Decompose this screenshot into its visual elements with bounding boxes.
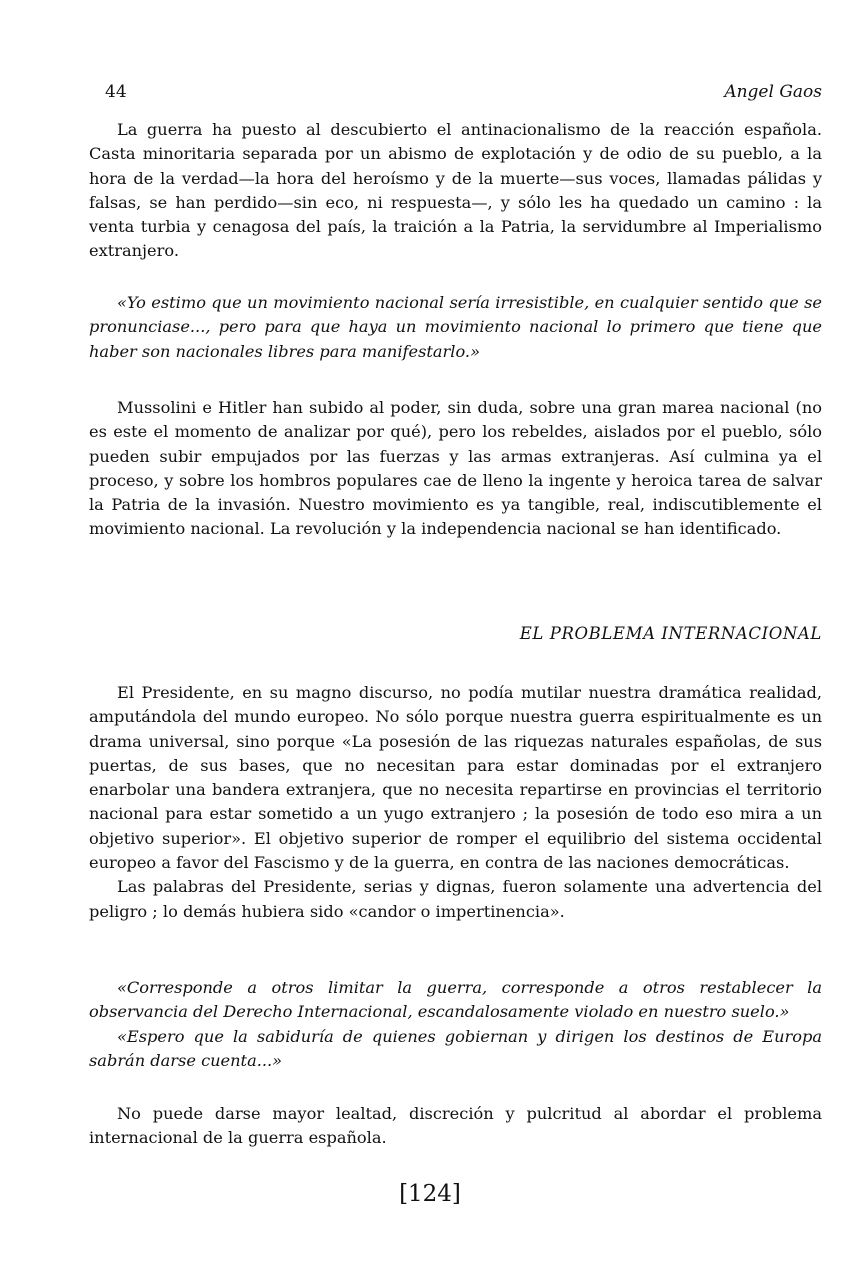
paragraph: El Presidente, en su magno discurso, no podía mutilar nuestra dramática realidad, amputándola del mundo europeo. No sólo porque nuestra guerra espiritualmente es un drama universal, sino porque «La posesión de las riquezas naturales españolas, de sus puertas, de sus bases, que no necesitan para estar dominadas por el extranjero enarbolar una bandera extranjera, que no necesita repartirse en provincias el territorio nacional para estar sometido a un yugo extranjero ; la posesión de todo eso mira a un objetivo superior». El objetivo superior de romper el equilibrio del sistema occidental europeo a favor del Fascismo y de la guerra, en contra de las naciones democráticas.: [89, 683, 822, 873]
paragraph: No puede darse mayor lealtad, discreción y pulcritud al abordar el problema internacional de la guerra española.: [89, 1104, 822, 1148]
paragraph-block: [89, 118, 822, 264]
quotation: «Yo estimo que un movimiento nacional sería irresistible, en cualquier sentido que se pronunciase..., pero para que haya un movimiento nacional lo primero que tiene que haber son nacionales libres para manifestarlo.»: [89, 293, 822, 361]
running-header-author: Angel Gaos: [724, 82, 822, 102]
paragraph-block: [89, 396, 822, 542]
quote-block: [89, 291, 822, 364]
paragraph-block: [89, 681, 822, 924]
footer-page-label: [124]: [399, 1181, 461, 1207]
quote-block: [89, 976, 822, 1073]
section-heading: EL PROBLEMA INTERNACIONAL: [519, 624, 822, 643]
paragraph-block: [89, 1102, 822, 1151]
page-number: 44: [105, 82, 127, 102]
paragraph: Las palabras del Presidente, serias y dignas, fueron solamente una advertencia del peligro ; lo demás hubiera sido «candor o impertinencia».: [89, 877, 822, 921]
quotation: «Espero que la sabiduría de quienes gobiernan y dirigen los destinos de Europa sabrán darse cuenta...»: [89, 1026, 822, 1070]
paragraph: Mussolini e Hitler han subido al poder, sin duda, sobre una gran marea nacional (no es este el momento de analizar por qué), pero los rebeldes, aislados por el pueblo, sólo pueden subir empujados por las fuerzas y las armas extranjeras. Así culmina ya el proceso, y sobre los hombros populares cae de lleno la ingente y heroica tarea de salvar la Patria de la invasión. Nuestro movimiento es ya tangible, real, indiscutiblemente el movimiento nacional. La revolución y la independencia nacional se han identificado.: [89, 398, 822, 539]
quotation: «Corresponde a otros limitar la guerra, corresponde a otros restablecer la observancia del Derecho Internacional, escandalosamente violado en nuestro suelo.»: [89, 978, 822, 1022]
paragraph: La guerra ha puesto al descubierto el antinacionalismo de la reacción española. Casta minoritaria separada por un abismo de explotación y de odio de su pueblo, a la hora de la verdad—la hora del heroísmo y de la muerte—sus voces, llamadas pálidas y falsas, se han perdido—sin eco, ni respuesta—, y sólo les ha quedado un camino : la venta turbia y cenagosa del país, la traición a la Patria, la servidumbre al Imperialismo extranjero.: [89, 120, 822, 261]
